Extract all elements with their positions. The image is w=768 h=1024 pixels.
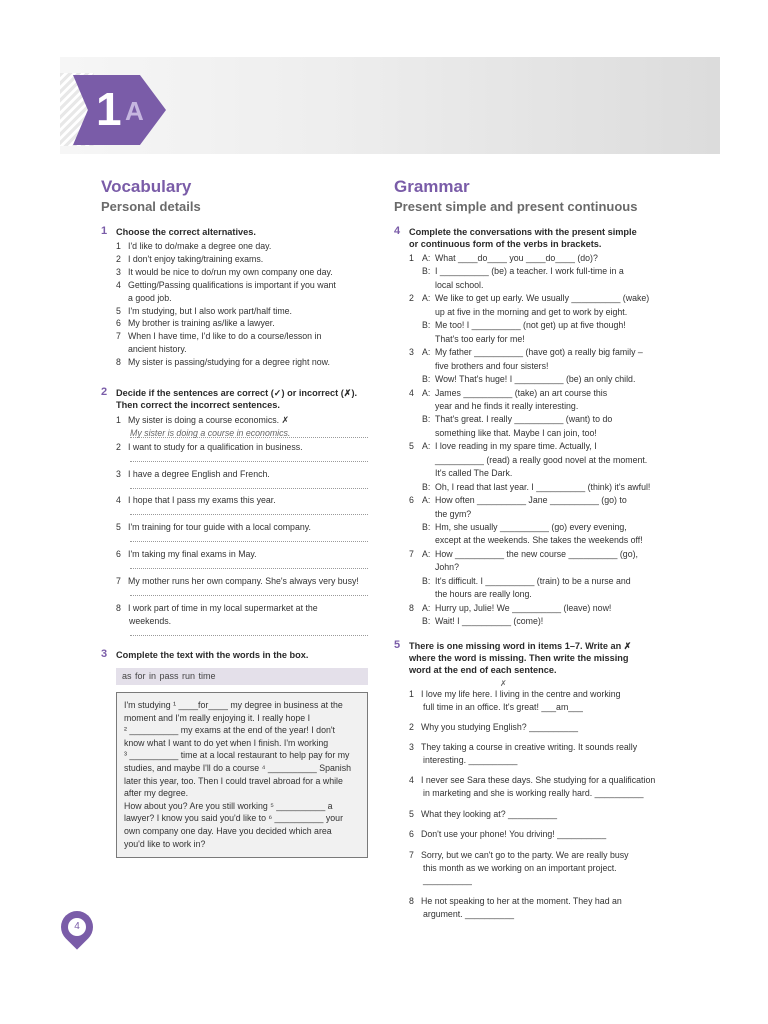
item-number: 3 [116,266,121,277]
speaker-label: A: [422,347,431,358]
exercise-2-instruction-line-1: Decide if the sentences are correct (✓) or incorrect (✗). [116,388,358,398]
exercise-2-number: 2 [101,386,108,398]
grammar-heading: Grammar [394,177,470,196]
item-text: My brother is training as/like a lawyer. [128,318,275,329]
item-text: I love my life here. I living in the centre and working [421,689,621,699]
item-number: 2 [116,253,121,264]
exercise-4-number: 4 [394,225,401,237]
speaker-label: A: [422,441,431,452]
text-line: after my degree. [124,788,189,799]
conversation-text: the hours are really long. [435,589,532,600]
speaker-label: A: [422,602,431,613]
item-text: a good job. [128,292,172,303]
exercise-2-answer-line[interactable] [130,541,368,542]
exercise-5-item-7-answer-line[interactable]: __________ [423,875,472,885]
speaker-label: B: [422,522,431,532]
conversation-text: except at the weekends. She takes the weekends off! [435,535,643,546]
item-text: My sister is doing a course economics. ✗ [128,415,289,425]
exercise-5-number: 5 [394,639,401,651]
conversation-text: up at five in the morning and get to work by eight. [435,306,628,317]
item-text: I don't enjoy taking/training exams. [128,253,264,264]
item-text: I'm studying, but I also work part/half time. [128,305,293,316]
item-number: 7 [116,331,121,342]
conversation-text: My father __________ (have got) a really big family – [435,347,643,358]
exercise-3-text-box [116,692,368,858]
exercise-5-item-continued: in marketing and she is working really hard. __________ [423,787,644,798]
text-line: own company one day. Have you decided which area [124,825,332,836]
item-text: Getting/Passing qualifications is important if you want [128,279,336,290]
text-line: later this year, too. Then I could travel abroad for a while [124,775,343,786]
exercise-2-example-answer: My sister is doing a course in economics. [130,428,291,438]
conversation-text: John? [435,562,459,573]
conversation-text: local school. [435,279,484,290]
item-number: 4 [116,495,121,505]
item-number: 8 [116,357,121,368]
exercise-5-item-continued: interesting. __________ [423,754,518,765]
conversation-text: __________ (read) a really good novel at the moment. [435,454,648,465]
unit-letter: A [125,96,144,126]
exercise-3-instruction: Complete the text with the words in the box. [116,650,309,660]
conversation-text: Hurry up, Julie! We __________ (leave) now! [435,602,612,613]
item-number: 8 [116,603,121,613]
exercise-3-number: 3 [101,648,108,660]
item-number: 7 [116,576,121,586]
conversation-text: We like to get up early. We usually __________ (wake) [435,293,650,304]
text-line: studies, and maybe I'll do a course ⁴ __________ Spanish [124,762,352,773]
item-text: Don't use your phone! You driving! __________ [421,829,607,839]
word-box: as for in pass run time [116,668,368,685]
speaker-label: B: [422,374,431,385]
item-text: My sister is passing/studying for a degree right now. [128,357,330,368]
conversation-text: Oh, I read that last year. I __________ (think) it's awful! [435,481,651,492]
item-number: 8 [409,896,414,906]
exercise-5-instruction-line-1: There is one missing word in items 1–7. Write an ✗ [409,641,632,651]
item-number: 6 [116,549,121,559]
page-number: 4 [74,921,80,932]
conversation-number: 1 [409,253,414,263]
vocabulary-section [101,177,201,215]
conversation-text: What ____do____ you ____do____ (do)? [435,253,598,263]
conversation-text: the gym? [435,508,472,519]
speaker-label: B: [422,616,431,627]
conversation-text: five brothers and four sisters! [435,360,549,371]
item-number: 1 [116,241,121,251]
item-text: What they looking at? __________ [421,809,557,819]
exercise-2-answer-line[interactable] [130,595,368,596]
conversation-text: year and he finds it really interesting. [435,400,579,411]
item-text: I'd like to do/make a degree one day. [128,241,272,251]
text-line: How about you? Are you still working ⁵ __________ a [124,800,333,811]
conversation-text: How often __________ Jane __________ (go) to [435,495,627,506]
speaker-label: B: [422,481,431,492]
conversation-text: Wait! I __________ (come)! [435,616,544,627]
item-number: 6 [409,829,414,839]
item-number: 5 [409,809,414,819]
conversation-number: 5 [409,441,414,452]
speaker-label: B: [422,575,431,586]
conversation-number: 2 [409,293,414,304]
text-line: know what I want to do yet when I finish. I'm working [124,737,329,748]
conversation-text: That's too early for me! [435,333,525,344]
text-line: moment and I'm really enjoying it. I really hope I [124,712,311,723]
exercise-5-item-continued: argument. __________ [423,908,514,919]
item-number: 3 [116,469,121,479]
exercise-2-answer-line[interactable] [130,461,368,462]
conversation-text: How __________ the new course __________ (go), [435,548,638,559]
exercise-2-instruction-line-2: Then correct the incorrect sentences. [116,400,280,410]
item-number: 5 [116,522,121,532]
conversation-number: 6 [409,495,414,506]
text-line: you'd like to work in? [124,838,206,849]
exercise-5-item-continued: full time in an office. It's great! ___am___ [423,701,583,712]
text-line: ² __________ my exams at the end of the year! I don't [124,725,335,736]
item-number: 7 [409,850,414,860]
exercise-5-instruction-line-3: word at the end of each sentence. [409,665,557,675]
item-text: I want to study for a qualification in business. [128,442,303,452]
item-text: I'm taking my final exams in May. [128,549,257,559]
speaker-label: A: [422,293,431,304]
conversation-text: James __________ (take) an art course this [435,387,608,398]
item-number: 1 [409,689,414,699]
text-line: lawyer? I know you said you'd like to ⁶ __________ your [124,813,344,824]
item-text: My mother runs her own company. She's always very busy! [128,576,359,586]
speaker-label: A: [422,387,431,398]
item-number: 3 [409,742,414,752]
item-number: 4 [409,775,414,785]
unit-number: 1 [96,83,121,135]
item-text: Why you studying English? __________ [421,722,578,732]
item-text: He not speaking to her at the moment. They had an [421,896,622,906]
conversation-text: It's difficult. I __________ (train) to be a nurse and [435,575,631,586]
item-number: 1 [116,415,121,425]
conversation-number: 8 [409,602,414,613]
item-text: Sorry, but we can't go to the party. We are really busy [421,850,629,860]
grammar-section [394,177,637,215]
conversation-text: I __________ (be) a teacher. I work full-time in a [435,266,624,277]
item-text: They taking a course in creative writing. It sounds really [421,742,638,752]
item-text: I have a degree English and French. [128,469,270,479]
item-text: ancient history. [128,344,187,355]
conversation-number: 4 [409,387,414,398]
exercise-1-instruction: Choose the correct alternatives. [116,227,256,237]
conversation-text: something like that. Maybe I can join, too! [435,427,597,438]
speaker-label: B: [422,266,431,277]
conversation-text: Hm, she usually __________ (go) every evening, [435,522,627,532]
text-line: I'm studying ¹ ____for____ my degree in business at the [124,700,343,710]
item-text: I work part of time in my local supermarket at the [128,603,318,613]
exercise-1-number: 1 [101,225,108,237]
item-text: When I have time, I'd like to do a course/lesson in [128,331,322,342]
grammar-subheading: Present simple and present continuous [394,199,638,214]
exercise-4-instruction-line-2: or continuous form of the verbs in brackets. [409,239,602,249]
speaker-label: A: [422,548,431,559]
speaker-label: A: [422,495,431,506]
speaker-label: B: [422,320,431,331]
exercise-5-item-continued: this month as we working on an important project. [423,862,617,873]
conversation-text: I love reading in my spare time. Actually, I [435,441,597,452]
text-line: ³ __________ time at a local restaurant to help pay for my [124,750,350,761]
exercise-2-answer-line[interactable] [130,488,368,489]
item-text: I never see Sara these days. She studying for a qualification [421,775,656,785]
speaker-label: A: [422,253,431,263]
item-number: 6 [116,318,121,329]
item-number: 4 [116,279,121,290]
conversation-number: 7 [409,548,414,559]
item-text: I'm training for tour guide with a local company. [128,522,311,532]
missing-word-mark: ✗ [500,679,507,688]
vocabulary-subheading: Personal details [101,199,201,214]
item-number: 2 [116,442,121,452]
conversation-text: That's great. I really __________ (want) to do [435,414,613,425]
exercise-3-text [124,699,360,850]
item-number: 5 [116,305,121,316]
item-number: 2 [409,722,414,732]
exercise-5-instruction-line-2: where the word is missing. Then write the missing [409,653,629,663]
exercise-2-answer-line[interactable] [130,568,368,569]
speaker-label: B: [422,414,431,425]
item-text: I hope that I pass my exams this year. [128,495,276,505]
conversation-number: 3 [409,347,414,358]
exercise-4-instruction-line-1: Complete the conversations with the present simple [409,227,637,237]
conversation-text: Me too! I __________ (not get) up at five though! [435,320,626,331]
exercise-2-answer-line[interactable] [130,635,368,636]
item-text: It would be nice to do/run my own company one day. [128,266,333,277]
conversation-text: It's called The Dark. [435,468,513,479]
conversation-text: Wow! That's huge! I __________ (be) an only child. [435,374,636,385]
exercise-2-item-8-continued: weekends. [129,616,172,626]
exercise-2-answer-line[interactable] [130,514,368,515]
vocabulary-heading: Vocabulary [101,177,192,196]
